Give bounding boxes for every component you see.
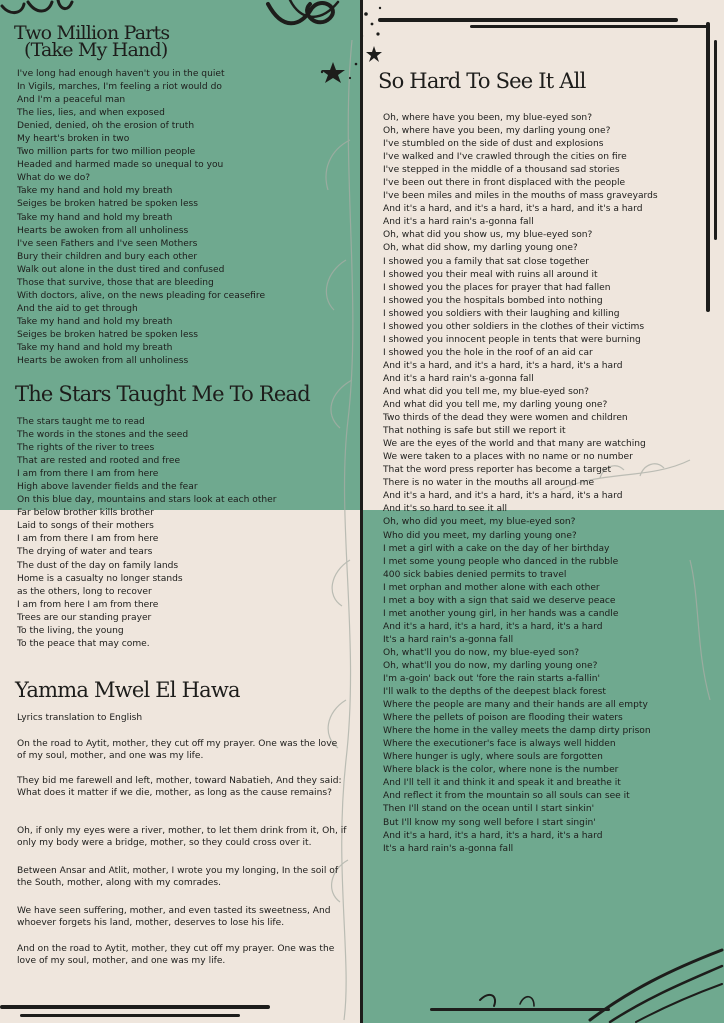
- poem-title-yamma: Yamma Mwel El Hawa: [15, 678, 240, 702]
- poem-line: I'll walk to the depths of the deepest black forest: [383, 687, 606, 698]
- brush-stroke: [706, 22, 710, 312]
- poem-line: I've walked and I've crawled through the cities on fire: [383, 152, 627, 163]
- poem-line: I met another young girl, in her hands was a candle: [383, 608, 619, 619]
- poem-line: And it's a hard rain's a-gonna fall: [383, 217, 534, 228]
- poem-line: Where the home in the valley meets the damp dirty prison: [383, 726, 651, 737]
- poem-stanza: Oh, if only my eyes were a river, mother, to let them drink from it, Oh, if only my body were a bridge, mother, so they could cross over it.: [17, 826, 347, 849]
- poem-line: And reflect it from the mountain so all souls can see it: [383, 791, 630, 802]
- brush-stroke: [378, 18, 678, 22]
- poem-line: We were taken to a places with no name or no number: [383, 452, 633, 463]
- poem-line: And it's a hard, it's a hard, it's a hard, it's a hard: [383, 830, 603, 841]
- poem-line: I've long had enough haven't you in the quiet: [17, 69, 225, 79]
- poem-line: I've been miles and miles in the mouths of mass graveyards: [383, 191, 658, 202]
- poem-subtitle: Lyrics translation to English: [17, 713, 143, 723]
- poem-line: Laid to songs of their mothers: [17, 521, 154, 532]
- poem-line: Take my hand and hold my breath: [17, 212, 173, 223]
- poem-line: And the aid to get through: [17, 303, 138, 314]
- poem-line: Seiges be broken hatred be spoken less: [17, 329, 199, 340]
- poem-line: I am from there I am from here: [17, 469, 159, 480]
- poem-line: I showed you the hospitals bombed into nothing: [383, 295, 603, 306]
- poem-lines-stars: [17, 416, 277, 651]
- poem-line: Take my hand and hold my breath: [17, 342, 173, 353]
- poem-line: I've seen Fathers and I've seen Mothers: [17, 238, 198, 249]
- poem-line: I am from there I am from here: [17, 534, 159, 545]
- poem-line: And it's a hard, it's a hard, it's a hard, it's a hard: [383, 621, 603, 632]
- brush-stroke: [470, 25, 710, 28]
- poem-stanza: And on the road to Aytit, mother, they cut off my prayer. One was the love of my soul, mother, and one was my life.: [17, 944, 335, 967]
- poem-line: Oh, what'll you do now, my darling young one?: [383, 660, 598, 671]
- poem-line: And what did you tell me, my darling young one?: [383, 400, 608, 411]
- poem-line: I'm a-goin' back out 'fore the rain starts a-fallin': [383, 674, 600, 685]
- poem-line: On this blue day, mountains and stars look at each other: [17, 495, 277, 506]
- poem-line: Oh, where have you been, my blue-eyed son?: [383, 113, 593, 123]
- poem-stanza: We have seen suffering, mother, and even tasted its sweetness, And whoever forgets his land, mother, deserves to lose his life.: [17, 906, 331, 929]
- poem-line: And it's a hard rain's a-gonna fall: [383, 373, 534, 384]
- poem-line: And what did you tell me, my blue-eyed son?: [383, 386, 589, 397]
- poem-line: My heart's broken in two: [17, 134, 130, 145]
- poem-line: Oh, what did show, my darling young one?: [383, 243, 578, 254]
- poem-line: I met a boy with a sign that said we deserve peace: [383, 595, 616, 606]
- poem-line: I met some young people who danced in the rubble: [383, 556, 619, 567]
- poem-line: And it's so hard to see it all: [383, 504, 508, 515]
- poem-line: I showed you other soldiers in the clothes of their victims: [383, 321, 645, 332]
- poem-line: That the word press reporter has become a target: [383, 465, 612, 476]
- poem-line: Hearts be awoken from all unholiness: [17, 225, 189, 236]
- poem-line: With doctors, alive, on the news pleading for ceasefire: [17, 290, 266, 301]
- poem-line: In Vigils, marches, I'm feeling a riot would do: [17, 82, 222, 93]
- poem-line: Where hunger is ugly, where souls are forgotten: [383, 752, 603, 763]
- poem-line: The rights of the river to trees: [17, 443, 155, 454]
- poem-stanza: They bid me farewell and left, mother, toward Nabatieh, And they said: What does it matter if we die, mother, as long as the cause remains?: [17, 776, 342, 799]
- poem-line: Oh, what'll you do now, my blue-eyed son?: [383, 647, 580, 658]
- poem-lines-so-hard: [383, 112, 658, 856]
- poem-title-stars: The Stars Taught Me To Read: [15, 382, 310, 406]
- poem-line: The drying of water and tears: [17, 547, 153, 558]
- poem-line: Where the executioner's face is always well hidden: [383, 739, 616, 750]
- poem-line: Denied, denied, oh the erosion of truth: [17, 121, 195, 132]
- poem-line: To the living, the young: [17, 625, 124, 636]
- poem-line: And it's a hard, and it's a hard, it's a hard, it's a hard: [383, 360, 623, 371]
- poem-line: The stars taught me to read: [17, 417, 145, 427]
- brush-stroke: [714, 40, 717, 240]
- poem-line: I met a girl with a cake on the day of her birthday: [383, 543, 610, 554]
- poem-title-two-million-parts: Two Million Parts (Take My Hand): [14, 22, 170, 61]
- poem-line: Walk out alone in the dust tired and confused: [17, 264, 225, 275]
- poem-line: Oh, what did you show us, my blue-eyed son?: [383, 230, 593, 241]
- poem-line: That nothing is safe but still we report it: [383, 426, 566, 437]
- poem-line: I met orphan and mother alone with each other: [383, 582, 600, 593]
- poem-line: Home is a casualty no longer stands: [17, 573, 183, 584]
- poem-line: Where the people are many and their hands are all empty: [383, 700, 648, 711]
- poem-line: There is no water in the mouths all around me: [383, 478, 595, 489]
- poem-line: But I'll know my song well before I start singin': [383, 817, 596, 828]
- poem-lines-two-million-parts: [17, 68, 265, 368]
- brush-stroke: [20, 1014, 240, 1017]
- brush-stroke: [0, 1005, 270, 1009]
- poem-line: Headed and harmed made so unequal to you: [17, 160, 224, 171]
- poem-line: Oh, who did you meet, my blue-eyed son?: [383, 517, 576, 528]
- poem-line: To the peace that may come.: [17, 638, 150, 649]
- poem-line: I've stumbled on the side of dust and explosions: [383, 139, 604, 150]
- poem-line: I've been out there in front displaced with the people: [383, 178, 626, 189]
- poem-line: Where black is the color, where none is the number: [383, 765, 619, 776]
- poem-line: Hearts be awoken from all unholiness: [17, 356, 189, 367]
- poem-line: I showed you soldiers with their laughing and killing: [383, 308, 620, 319]
- poem-line: And I'll tell it and think it and speak it and breathe it: [383, 778, 621, 789]
- poem-line: That are rested and rooted and free: [17, 456, 181, 467]
- poem-line: Take my hand and hold my breath: [17, 316, 173, 327]
- poem-line: It's a hard rain's a-gonna fall: [383, 634, 514, 645]
- poem-line: Trees are our standing prayer: [17, 612, 152, 623]
- poem-line: 400 sick babies denied permits to travel: [383, 569, 567, 580]
- poem-line: And it's a hard, and it's a hard, it's a hard, and it's a hard: [383, 204, 643, 215]
- poem-line: I showed you a family that sat close together: [383, 256, 589, 267]
- poem-line: as the others, long to recover: [17, 586, 152, 597]
- poem-line: Take my hand and hold my breath: [17, 186, 173, 197]
- poem-line: What do we do?: [17, 173, 91, 184]
- poem-line: Then I'll stand on the ocean until I start sinkin': [383, 804, 595, 815]
- poem-line: Who did you meet, my darling young one?: [383, 530, 577, 541]
- poem-stanza: On the road to Aytit, mother, they cut off my prayer. One was the love of my soul, mother, and one was my life.: [17, 739, 338, 762]
- poem-line: I am from here I am from there: [17, 599, 159, 610]
- poem-line: And I'm a peaceful man: [17, 95, 126, 106]
- center-divider: [360, 0, 363, 1023]
- poem-line: Where the pellets of poison are flooding their waters: [383, 713, 623, 724]
- poem-line: I showed you the places for prayer that had fallen: [383, 282, 611, 293]
- poem-line: The words in the stones and the seed: [17, 430, 189, 441]
- poem-line: Two million parts for two million people: [17, 147, 196, 158]
- poem-line: Seiges be broken hatred be spoken less: [17, 199, 199, 210]
- poem-line: We are the eyes of the world and that many are watching: [383, 439, 646, 450]
- poem-line: I showed you the hole in the roof of an aid car: [383, 347, 593, 358]
- poem-title-so-hard: So Hard To See It All: [378, 69, 586, 93]
- poem-stanza: Between Ansar and Atlit, mother, I wrote you my longing, In the soil of the South, mother, along with my comrades.: [17, 866, 339, 889]
- brush-stroke: [430, 1008, 610, 1011]
- poem-line: High above lavender fields and the fear: [17, 482, 198, 493]
- poem-line: Far below brother kills brother: [17, 508, 154, 519]
- poem-line: I showed you their meal with ruins all around it: [383, 269, 598, 280]
- poem-line: The dust of the day on family lands: [17, 560, 179, 571]
- poem-line: The lies, lies, and when exposed: [17, 108, 165, 119]
- poem-line: Bury their children and bury each other: [17, 251, 198, 262]
- poem-line: And it's a hard, and it's a hard, it's a hard, it's a hard: [383, 491, 623, 502]
- poem-line: It's a hard rain's a-gonna fall: [383, 843, 514, 854]
- poem-line: Oh, where have you been, my darling young one?: [383, 126, 611, 137]
- poem-line: I've stepped in the middle of a thousand sad stories: [383, 165, 620, 176]
- poem-line: I showed you innocent people in tents that were burning: [383, 334, 641, 345]
- poem-line: Two thirds of the dead they were women and children: [383, 413, 628, 424]
- poem-line: Those that survive, those that are bleeding: [17, 277, 214, 288]
